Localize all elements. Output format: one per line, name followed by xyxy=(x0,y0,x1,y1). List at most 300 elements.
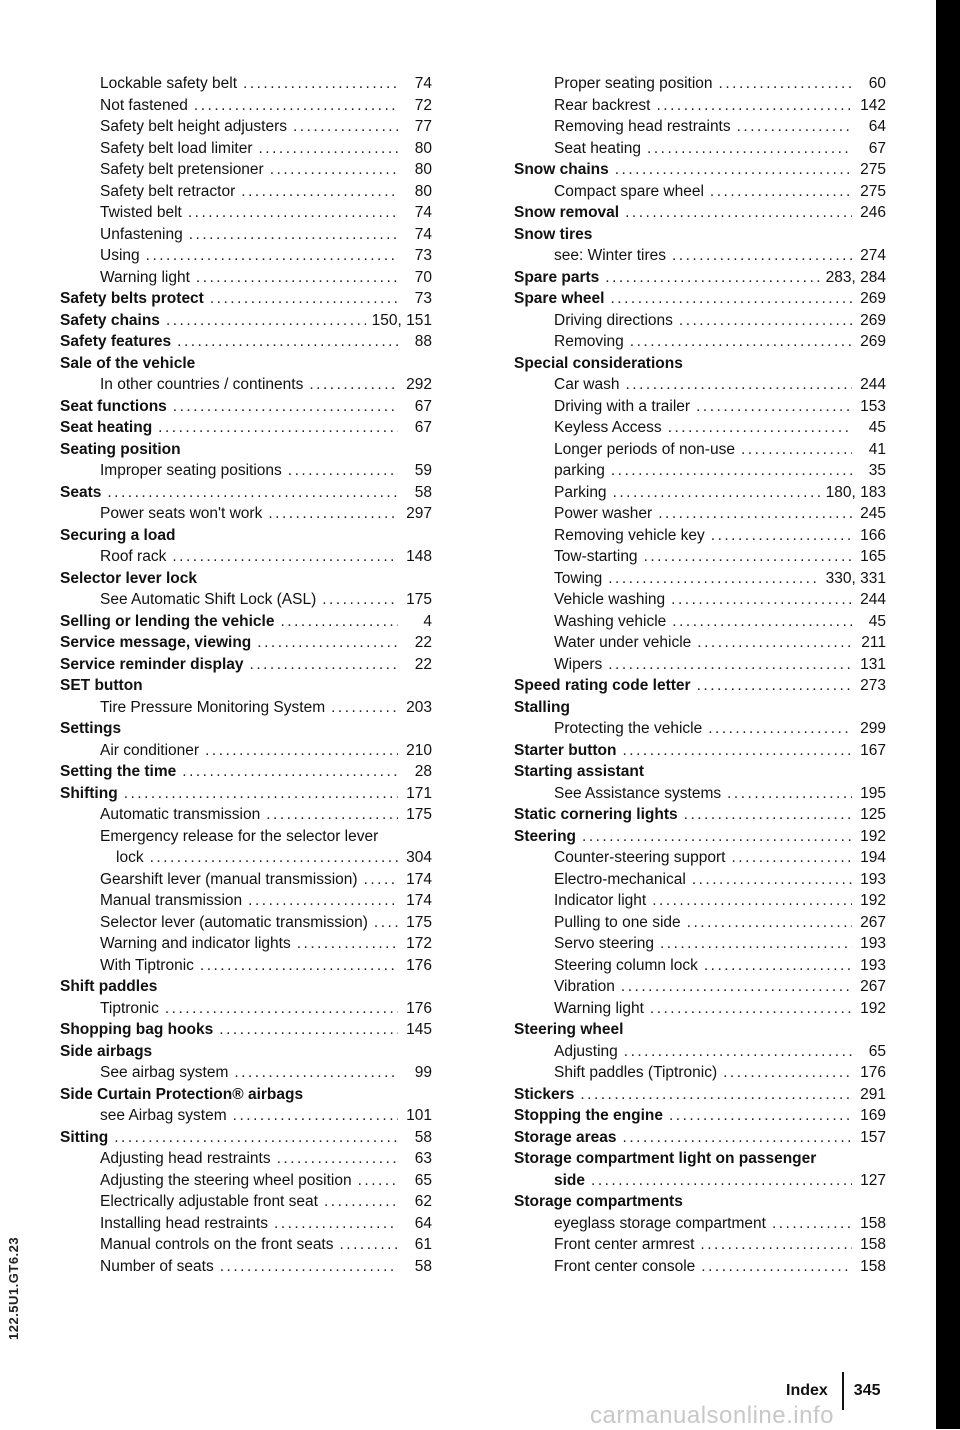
index-subentry xyxy=(60,1062,432,1084)
index-subentry xyxy=(514,718,886,740)
index-page-ref: 180, 183 xyxy=(825,483,886,501)
dot-leader xyxy=(650,998,852,1020)
index-page-ref: 269 xyxy=(860,333,886,350)
dot-leader xyxy=(624,1041,852,1063)
index-page-ref: 65 xyxy=(414,1171,432,1189)
index-page-ref: 171 xyxy=(406,784,432,802)
index-term: Wipers xyxy=(554,655,603,673)
dot-leader xyxy=(582,826,852,848)
index-page-ref: 192 xyxy=(860,827,886,845)
index-page-ref: 195 xyxy=(860,784,886,802)
index-heading xyxy=(514,202,886,224)
index-term: Protecting the vehicle xyxy=(554,720,703,737)
index-heading xyxy=(514,697,886,719)
index-subentry xyxy=(60,826,432,848)
dot-leader xyxy=(268,503,398,525)
dot-leader xyxy=(250,654,398,676)
index-page-ref: 174 xyxy=(406,870,432,888)
index-heading xyxy=(514,353,886,375)
index-term: Side Curtain Protection® airbags xyxy=(60,1085,304,1103)
index-heading xyxy=(514,740,886,762)
dot-leader xyxy=(233,1105,398,1127)
index-heading xyxy=(514,1084,886,1106)
index-term: Proper seating position xyxy=(554,75,713,92)
dot-leader xyxy=(243,73,398,95)
index-subentry xyxy=(514,95,886,117)
index-page-ref: 28 xyxy=(414,763,432,780)
dot-leader xyxy=(656,95,852,117)
index-page-ref: 63 xyxy=(414,1150,432,1167)
index-heading xyxy=(514,288,886,310)
index-page-ref: 158 xyxy=(860,1214,886,1232)
index-heading xyxy=(60,331,432,353)
dot-leader xyxy=(710,181,852,203)
index-term: Snow removal xyxy=(514,204,620,221)
index-page-ref: 131 xyxy=(860,655,886,673)
index-term: Removing head restraints xyxy=(554,118,731,135)
index-page-ref: 150, 151 xyxy=(371,311,432,329)
index-page-ref: 74 xyxy=(414,204,432,221)
index-page-ref: 153 xyxy=(860,397,886,415)
dot-leader xyxy=(711,525,852,547)
index-page-ref: 125 xyxy=(860,806,886,823)
index-term: Warning and indicator lights xyxy=(100,935,291,952)
index-heading xyxy=(514,224,886,246)
index-page-ref: 158 xyxy=(860,1257,886,1275)
index-subentry xyxy=(60,847,432,869)
dot-leader xyxy=(719,73,852,95)
index-heading xyxy=(514,1170,886,1192)
index-heading xyxy=(60,675,432,697)
dot-leader xyxy=(182,761,398,783)
index-term: side xyxy=(554,1171,586,1189)
index-page-ref: 267 xyxy=(860,978,886,995)
index-page-ref: 176 xyxy=(406,999,432,1017)
index-page-ref: 192 xyxy=(860,999,886,1017)
index-subentry xyxy=(514,847,886,869)
index-term: Gearshift lever (manual transmission) xyxy=(100,870,358,888)
index-page-ref: 172 xyxy=(406,935,432,952)
index-heading xyxy=(60,353,432,375)
index-term: Compact spare wheel xyxy=(554,182,704,200)
index-term: Stickers xyxy=(514,1085,575,1103)
index-page-ref: 58 xyxy=(414,483,432,501)
dot-leader xyxy=(652,890,852,912)
index-page-ref: 165 xyxy=(860,548,886,565)
index-term: Tow-starting xyxy=(554,548,638,565)
dot-leader xyxy=(241,181,398,203)
index-subentry xyxy=(60,1213,432,1235)
dot-leader xyxy=(672,245,852,267)
index-page-ref: 60 xyxy=(868,75,886,92)
index-term: SET button xyxy=(60,677,143,694)
index-subentry xyxy=(60,955,432,977)
index-heading xyxy=(514,761,886,783)
dot-leader xyxy=(324,1191,398,1213)
index-subentry xyxy=(60,890,432,912)
index-subentry xyxy=(60,245,432,267)
dot-leader xyxy=(591,1170,852,1192)
index-subentry xyxy=(514,525,886,547)
index-page-ref: 4 xyxy=(423,612,432,630)
index-subentry xyxy=(514,1062,886,1084)
dot-leader xyxy=(259,138,399,160)
dot-leader xyxy=(146,245,398,267)
index-term: Twisted belt xyxy=(100,204,182,221)
index-subentry xyxy=(60,460,432,482)
index-page-ref: 41 xyxy=(868,440,886,458)
index-page-ref: 244 xyxy=(860,591,886,608)
index-term: Driving directions xyxy=(554,311,673,329)
dot-leader xyxy=(700,1234,852,1256)
dot-leader xyxy=(741,439,852,461)
index-heading xyxy=(60,783,432,805)
dot-leader xyxy=(194,95,398,117)
index-subentry xyxy=(60,1234,432,1256)
index-page-ref: 304 xyxy=(406,849,432,866)
index-page-ref: 157 xyxy=(860,1128,886,1146)
index-page-ref: 292 xyxy=(406,376,432,393)
dot-leader xyxy=(205,740,398,762)
index-term: Spare wheel xyxy=(514,290,605,307)
index-subentry xyxy=(514,439,886,461)
index-term: Water under vehicle xyxy=(554,634,692,651)
dot-leader xyxy=(220,1256,398,1278)
dot-leader xyxy=(580,1084,852,1106)
dot-leader xyxy=(270,159,398,181)
index-heading xyxy=(514,826,886,848)
index-subentry xyxy=(60,374,432,396)
index-page-ref: 175 xyxy=(406,913,432,931)
index-subentry xyxy=(60,589,432,611)
index-term: Setting the time xyxy=(60,763,177,780)
dot-leader xyxy=(309,374,398,396)
index-page-ref: 148 xyxy=(406,548,432,565)
index-page-ref: 176 xyxy=(406,956,432,974)
index-term: Indicator light xyxy=(554,892,647,909)
index-heading xyxy=(60,654,432,676)
index-subentry xyxy=(514,568,886,590)
index-term: Spare parts xyxy=(514,268,600,286)
index-page-ref: 80 xyxy=(414,139,432,157)
dot-leader xyxy=(668,417,852,439)
index-subentry xyxy=(514,589,886,611)
index-page-ref: 64 xyxy=(414,1214,432,1232)
dot-leader xyxy=(605,267,819,289)
dot-leader xyxy=(124,783,398,805)
index-page-ref: 80 xyxy=(414,161,432,178)
index-term: Removing vehicle key xyxy=(554,526,705,544)
index-term: Counter-steering support xyxy=(554,849,726,866)
index-heading xyxy=(60,568,432,590)
index-page-ref: 45 xyxy=(868,419,886,436)
index-page-ref: 80 xyxy=(414,182,432,200)
index-page-ref: 203 xyxy=(406,698,432,716)
index-term: Sale of the vehicle xyxy=(60,354,196,372)
dot-leader xyxy=(266,804,398,826)
index-term: see: Winter tires xyxy=(554,247,666,264)
dot-leader xyxy=(625,374,852,396)
index-page-ref: 127 xyxy=(860,1171,886,1189)
index-term: Starting assistant xyxy=(514,763,645,780)
index-subentry xyxy=(514,976,886,998)
dot-leader xyxy=(630,331,852,353)
index-term: Seat heating xyxy=(60,419,153,436)
index-term: Vibration xyxy=(554,978,615,995)
index-page-ref: 73 xyxy=(414,290,432,307)
index-term: Starter button xyxy=(514,741,617,759)
dot-leader xyxy=(622,740,852,762)
dot-leader xyxy=(196,267,398,289)
index-heading xyxy=(60,396,432,418)
dot-leader xyxy=(623,1127,852,1149)
index-page-ref: 175 xyxy=(406,591,432,608)
index-term: Servo steering xyxy=(554,935,654,952)
index-page-ref: 275 xyxy=(860,182,886,200)
index-subentry xyxy=(60,224,432,246)
index-term: Power seats won't work xyxy=(100,505,263,522)
index-column-right xyxy=(514,73,886,1277)
index-term: Lockable safety belt xyxy=(100,75,238,92)
index-subentry xyxy=(514,417,886,439)
dot-leader xyxy=(696,396,852,418)
index-term: Removing xyxy=(554,333,624,350)
index-term: Storage areas xyxy=(514,1128,617,1146)
dot-leader xyxy=(644,546,852,568)
index-subentry xyxy=(514,890,886,912)
index-page-ref: 176 xyxy=(860,1064,886,1081)
index-term: Keyless Access xyxy=(554,419,662,436)
index-page-ref: 35 xyxy=(868,462,886,479)
index-subentry xyxy=(60,998,432,1020)
index-heading xyxy=(514,1191,886,1213)
index-subentry xyxy=(60,933,432,955)
index-term: Using xyxy=(100,247,140,264)
index-term: Adjusting the steering wheel position xyxy=(100,1171,352,1189)
index-page-ref: 244 xyxy=(860,376,886,393)
index-page-ref: 74 xyxy=(414,225,432,243)
index-subentry xyxy=(514,503,886,525)
dot-leader xyxy=(737,116,852,138)
index-term: Storage compartments xyxy=(514,1193,683,1210)
index-page-ref: 65 xyxy=(868,1042,886,1060)
dot-leader xyxy=(692,869,852,891)
index-term: Driving with a trailer xyxy=(554,397,691,415)
index-page-ref: 174 xyxy=(406,892,432,909)
index-subentry xyxy=(514,933,886,955)
index-term: Steering column lock xyxy=(554,956,698,974)
dot-leader xyxy=(166,310,366,332)
index-term: Number of seats xyxy=(100,1257,214,1275)
index-subentry xyxy=(514,181,886,203)
index-page-ref: 274 xyxy=(860,247,886,264)
index-term: See Assistance systems xyxy=(554,784,722,802)
index-term: Manual controls on the front seats xyxy=(100,1236,334,1253)
index-subentry xyxy=(60,869,432,891)
index-subentry xyxy=(514,331,886,353)
dot-leader xyxy=(165,998,398,1020)
index-term: parking xyxy=(554,462,605,479)
index-subentry xyxy=(514,632,886,654)
index-heading xyxy=(60,976,432,998)
dot-leader xyxy=(210,288,398,310)
index-page-ref: 269 xyxy=(860,311,886,329)
index-subentry xyxy=(514,654,886,676)
index-term: Roof rack xyxy=(100,548,167,565)
index-subentry xyxy=(514,869,886,891)
dot-leader xyxy=(189,224,398,246)
index-term: In other countries / continents xyxy=(100,376,304,393)
dot-leader xyxy=(172,546,398,568)
index-term: See airbag system xyxy=(100,1064,229,1081)
dot-leader xyxy=(374,912,398,934)
index-page-ref: 269 xyxy=(860,290,886,307)
index-page-ref: 62 xyxy=(414,1193,432,1210)
index-page-ref: 77 xyxy=(414,118,432,135)
dot-leader xyxy=(625,202,852,224)
index-term: Towing xyxy=(554,569,603,587)
index-heading xyxy=(60,1084,432,1106)
dot-leader xyxy=(288,460,398,482)
dot-leader xyxy=(248,890,398,912)
index-page-ref: 167 xyxy=(860,741,886,759)
index-term: Vehicle washing xyxy=(554,591,666,608)
index-subentry xyxy=(60,73,432,95)
index-page-ref: 192 xyxy=(860,892,886,909)
index-term: see Airbag system xyxy=(100,1107,227,1124)
index-term: Power washer xyxy=(554,505,653,522)
index-subentry xyxy=(60,912,432,934)
index-term: Static cornering lights xyxy=(514,806,678,823)
dot-leader xyxy=(658,503,852,525)
index-subentry xyxy=(514,783,886,805)
index-page-ref: 193 xyxy=(860,935,886,952)
index-page-ref: 267 xyxy=(860,913,886,931)
dot-leader xyxy=(701,1256,852,1278)
dot-leader xyxy=(610,288,852,310)
index-term: Settings xyxy=(60,720,122,737)
index-subentry xyxy=(60,1256,432,1278)
index-heading xyxy=(60,310,432,332)
index-term: Car wash xyxy=(554,376,620,393)
index-term: Snow chains xyxy=(514,161,609,178)
dot-leader xyxy=(772,1213,852,1235)
index-term: Steering xyxy=(514,827,577,845)
dot-leader xyxy=(660,933,852,955)
index-page-ref: 59 xyxy=(414,462,432,479)
index-page-ref: 58 xyxy=(414,1128,432,1146)
index-term: Installing head restraints xyxy=(100,1214,269,1232)
index-subentry xyxy=(514,310,886,332)
index-term: Shifting xyxy=(60,784,118,802)
dot-leader xyxy=(697,632,852,654)
index-term: Longer periods of non-use xyxy=(554,440,735,458)
dot-leader xyxy=(322,589,398,611)
dot-leader xyxy=(358,1170,398,1192)
index-term: Manual transmission xyxy=(100,892,243,909)
dot-leader xyxy=(277,1148,398,1170)
index-heading xyxy=(514,267,886,289)
index-heading xyxy=(60,288,432,310)
index-term: Stalling xyxy=(514,698,570,716)
index-page-ref: 67 xyxy=(414,419,432,436)
dot-leader xyxy=(219,1019,398,1041)
dot-leader xyxy=(613,482,820,504)
index-page-ref: 330, 331 xyxy=(825,569,886,587)
index-term: Selector lever lock xyxy=(60,569,197,587)
dot-leader xyxy=(188,202,398,224)
index-page-ref: 64 xyxy=(868,118,886,135)
index-term: Seat functions xyxy=(60,397,167,415)
index-page-ref: 70 xyxy=(414,268,432,286)
index-term: Warning light xyxy=(554,999,644,1017)
index-subentry xyxy=(60,1148,432,1170)
index-heading xyxy=(60,1019,432,1041)
dot-leader xyxy=(731,847,852,869)
index-page-ref: 169 xyxy=(860,1107,886,1124)
index-subentry xyxy=(514,998,886,1020)
index-heading xyxy=(60,439,432,461)
dot-leader xyxy=(647,138,852,160)
dot-leader xyxy=(274,1213,398,1235)
index-heading xyxy=(514,804,886,826)
index-subentry xyxy=(514,482,886,504)
index-subentry xyxy=(514,138,886,160)
dot-leader xyxy=(331,697,398,719)
index-subentry xyxy=(60,181,432,203)
page-number: 345 xyxy=(853,1382,881,1399)
index-term: Improper seating positions xyxy=(100,462,282,479)
index-term: Seating position xyxy=(60,440,181,458)
index-subentry xyxy=(514,116,886,138)
index-term: Service message, viewing xyxy=(60,634,252,651)
index-page-ref: 273 xyxy=(860,677,886,694)
index-term: Automatic transmission xyxy=(100,806,261,823)
dot-leader xyxy=(177,331,398,353)
index-subentry xyxy=(514,1234,886,1256)
index-page-ref: 283, 284 xyxy=(825,268,886,286)
index-heading xyxy=(514,1019,886,1041)
index-subentry xyxy=(514,611,886,633)
index-subentry xyxy=(60,740,432,762)
index-subentry xyxy=(60,546,432,568)
index-heading xyxy=(60,417,432,439)
index-heading xyxy=(514,159,886,181)
index-term: Safety chains xyxy=(60,311,160,329)
index-page-ref: 145 xyxy=(406,1021,432,1038)
index-term: Tiptronic xyxy=(100,999,159,1017)
index-term: Parking xyxy=(554,483,607,501)
index-page-ref: 211 xyxy=(861,634,886,651)
index-page-ref: 101 xyxy=(406,1107,432,1124)
dot-leader xyxy=(340,1234,399,1256)
index-heading xyxy=(60,1127,432,1149)
index-heading xyxy=(514,675,886,697)
index-term: With Tiptronic xyxy=(100,956,194,974)
index-page-ref: 72 xyxy=(414,96,432,114)
dot-leader xyxy=(687,912,852,934)
dot-leader xyxy=(257,632,398,654)
dot-leader xyxy=(669,1105,852,1127)
index-term: See Automatic Shift Lock (ASL) xyxy=(100,591,317,608)
index-term: Rear backrest xyxy=(554,96,651,114)
index-page-ref: 175 xyxy=(406,806,432,823)
dot-leader xyxy=(671,589,852,611)
dot-leader xyxy=(297,933,398,955)
index-page-ref: 297 xyxy=(406,505,432,522)
index-subentry xyxy=(60,804,432,826)
index-heading xyxy=(60,761,432,783)
